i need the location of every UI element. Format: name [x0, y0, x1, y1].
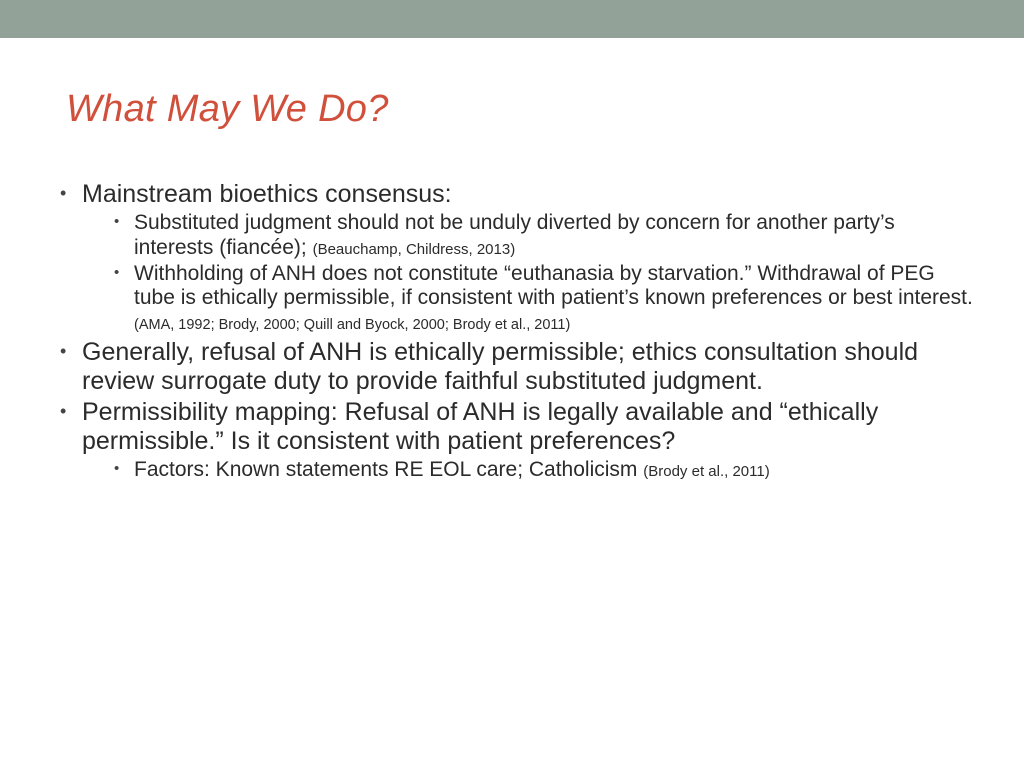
page-title: What May We Do?: [66, 88, 389, 130]
bullet-list-level-2: [82, 211, 976, 336]
slide-top-band: [0, 0, 1024, 38]
list-item: [56, 180, 976, 336]
bullet-list-level-1: [56, 180, 976, 483]
slide-body: [56, 180, 976, 485]
bullet-text: Withholding of ANH does not constitute “euthanasia by starvation.” Withdrawal of PEG tube is ethically permissible, if consistent with patient’s known preferences or best interest.: [134, 261, 973, 310]
bullet-list-level-2: [82, 458, 976, 483]
list-item: [82, 211, 976, 261]
bullet-text: • Permissibility mapping: Refusal of ANH is legally available and “ethically permissible.” Is it consistent with patient preferences?: [82, 397, 879, 455]
bullet-text: • Generally, refusal of ANH is ethically permissible; ethics consultation should review surrogate duty to provide faithful substituted judgment.: [82, 337, 919, 395]
bullet-text: Substituted judgment should not be unduly diverted by concern for another party’s interests (fiancée);: [134, 211, 895, 259]
citation: (AMA, 1992; Brody, 2000; Quill and Byock, 2000; Brody et al., 2011): [134, 317, 571, 334]
bullet-text: Factors: Known statements RE EOL care; Catholicism: [134, 457, 638, 481]
list-item: [56, 398, 976, 483]
citation: (Beauchamp, Childress, 2013): [312, 240, 516, 258]
citation: (Brody et al., 2011): [643, 462, 770, 480]
list-item: [56, 338, 976, 396]
list-item: [82, 458, 976, 483]
bullet-text: • Mainstream bioethics consensus:: [82, 180, 452, 208]
list-item: [82, 262, 976, 336]
